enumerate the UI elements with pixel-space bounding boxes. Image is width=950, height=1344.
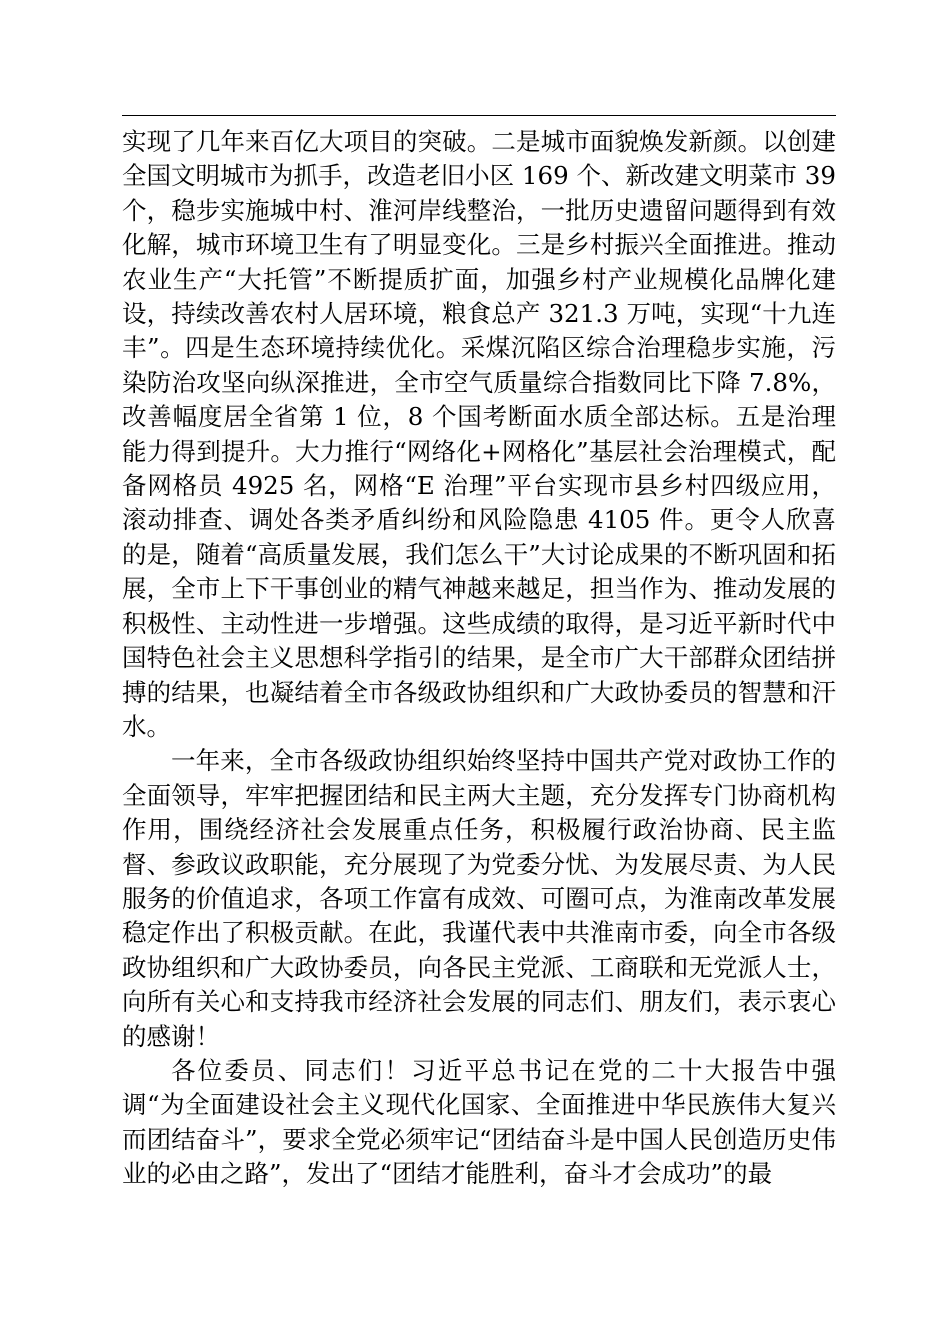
paragraph-achievements: 实现了几年来百亿大项目的突破。二是城市面貌焕发新颜。以创建全国文明城市为抓手，改造老旧小区 169 个、新改建文明菜市 39 个，稳步实施城中村、淮河岸线整治，一批历史遗留问题得到有效化解，城市环境卫生有了明显变化。三是乡村振兴全面推进。推动农业生产“大托管”不断提质扩面，加强乡村产业规模化品牌化建设，持续改善农村人居环境，粮食总产 321.3 万吨，实现“十九连丰”。四是生态环境持续优化。采煤沉陷区综合治理稳步实施，污染防治攻坚向纵深推进，全市空气质量综合指数同比下降 7.8%，改善幅度居全省第 1 位，8 个国考断面水质全部达标。五是治理能力得到提升。大力推行“网络化+网格化”基层社会治理模式，配备网格员 4925 名，网格“E 治理”平台实现市县乡村四级应用，滚动排查、调处各类矛盾纠纷和风险隐患 4105 件。更令人欣喜的是，随着“高质量发展，我们怎么干”大讨论成果的不断巩固和拓展，全市上下干事创业的精气神越来越足，担当作为、推动发展的积极性、主动性进一步增强。这些成绩的取得，是习近平新时代中国特色社会主义思想科学指引的结果，是全市广大干部群众团结拼搏的结果，也凝结着全市各级政协组织和广大政协委员的智慧和汗水。 (122, 127, 836, 741)
document-body (122, 125, 836, 1192)
header-rule (122, 115, 836, 116)
paragraph-cppcc-work: 一年来，全市各级政协组织始终坚持中国共产党对政协工作的全面领导，牢牢把握团结和民主两大主题，充分发挥专门协商机构作用，围绕经济社会发展重点任务，积极履行政治协商、民主监督、参政议政职能，充分展现了为党委分忧、为发展尽责、为人民服务的价值追求，各项工作富有成效、可圈可点，为淮南改革发展稳定作出了积极贡献。在此，我谨代表中共淮南市委，向全市各级政协组织和广大政协委员，向各民主党派、工商联和无党派人士，向所有关心和支持我市经济社会发展的同志们、朋友们，表示衷心的感谢！ (122, 746, 836, 1051)
paragraph-unity-struggle: 各位委员、同志们！习近平总书记在党的二十大报告中强调“为全面建设社会主义现代化国家、全面推进中华民族伟大复兴而团结奋斗”，要求全党必须牢记“团结奋斗是中国人民创造历史伟业的必由之路”，发出了“团结才能胜利，奋斗才会成功”的最 (122, 1055, 836, 1189)
